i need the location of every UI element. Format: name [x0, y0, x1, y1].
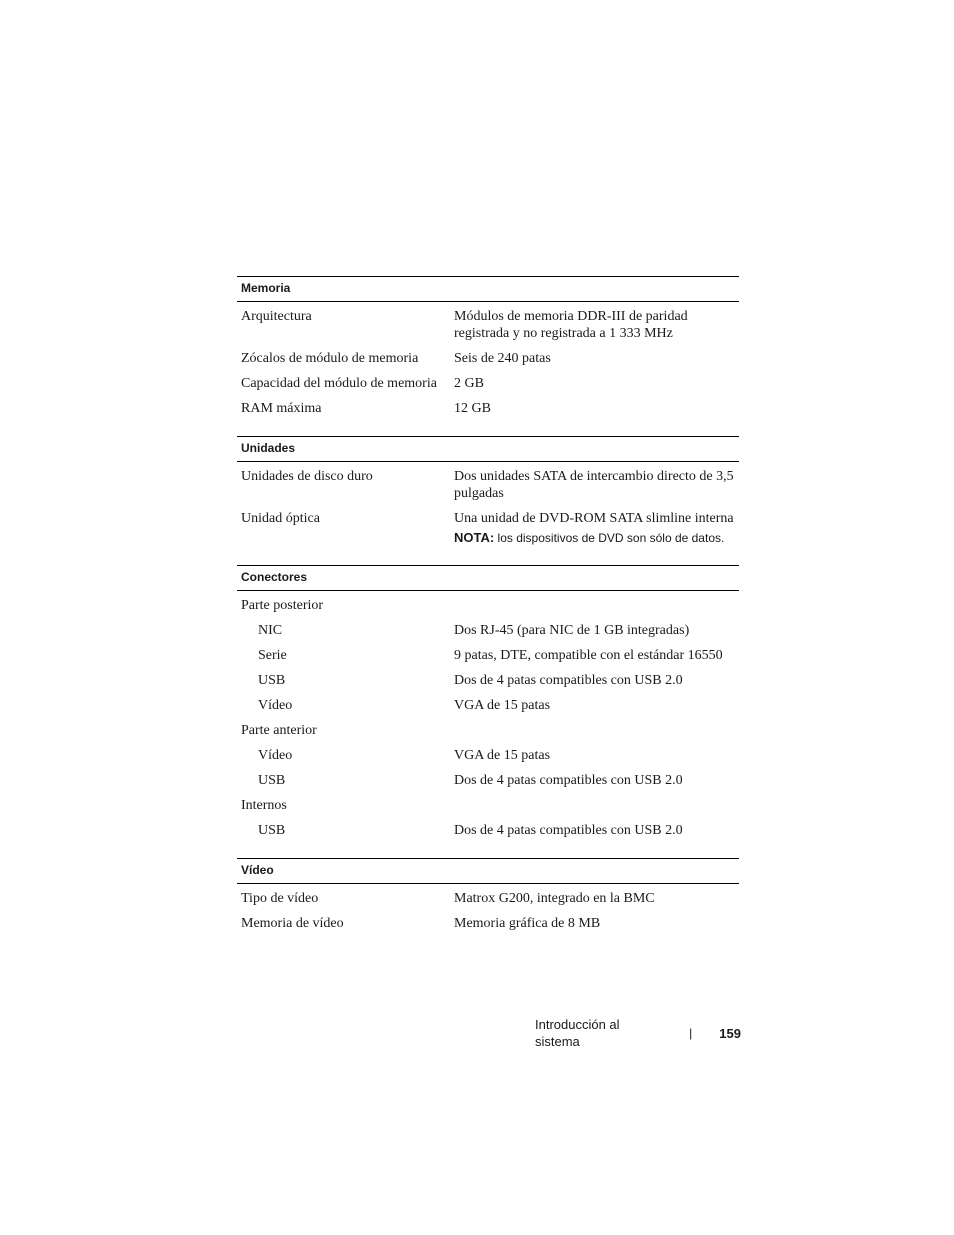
section-conectores	[237, 565, 739, 849]
spec-row	[237, 743, 739, 768]
spec-label: Arquitectura	[241, 309, 312, 324]
spec-label: Vídeo	[258, 698, 293, 713]
note-tag: NOTA:	[454, 530, 495, 545]
footer-separator: |	[689, 1025, 693, 1040]
spec-value: Módulos de memoria DDR-III de paridad registrada y no registrada a 1 333 MHz	[454, 309, 688, 341]
page-number: 159	[719, 1025, 741, 1041]
spec-row	[237, 618, 739, 643]
spec-group-row	[237, 593, 739, 618]
spec-label: Serie	[258, 648, 287, 663]
spec-label: NIC	[258, 623, 283, 638]
spec-group-label: Internos	[241, 798, 287, 813]
spec-row	[237, 768, 739, 793]
section-title: Memoria	[237, 276, 739, 302]
section-title: Unidades	[237, 436, 739, 462]
spec-value	[450, 506, 739, 550]
spec-label: Unidad óptica	[241, 511, 320, 526]
spec-row	[237, 464, 739, 506]
spec-label: USB	[258, 773, 286, 788]
spec-row	[237, 304, 739, 346]
spec-row	[237, 643, 739, 668]
spec-row	[237, 818, 739, 843]
spec-row	[237, 886, 739, 911]
spec-label: Vídeo	[258, 748, 293, 763]
spec-group-label: Parte anterior	[241, 723, 317, 738]
spec-row	[237, 371, 739, 396]
spec-value-text: Una unidad de DVD-ROM SATA slimline interna	[454, 511, 734, 526]
spec-value: Dos unidades SATA de intercambio directo de 3,5 pulgadas	[454, 469, 734, 501]
spec-row	[237, 346, 739, 371]
section-title: Vídeo	[237, 858, 739, 884]
note	[454, 530, 739, 546]
spec-value: Dos de 4 patas compatibles con USB 2.0	[454, 773, 683, 788]
section-memoria	[237, 276, 739, 427]
spec-group-row	[237, 793, 739, 818]
spec-value: Dos RJ-45 (para NIC de 1 GB integradas)	[454, 623, 690, 638]
footer-section-title: Introducción al sistema	[535, 1017, 620, 1049]
spec-value: Matrox G200, integrado en la BMC	[454, 891, 655, 906]
section-unidades	[237, 436, 739, 556]
spec-label: USB	[258, 823, 286, 838]
spec-value: Seis de 240 patas	[454, 351, 551, 366]
spec-row	[237, 506, 739, 550]
spec-row	[237, 693, 739, 718]
spec-label: Capacidad del módulo de memoria	[241, 376, 437, 391]
spec-value: VGA de 15 patas	[454, 698, 551, 713]
spec-row	[237, 668, 739, 693]
spec-value: 9 patas, DTE, compatible con el estándar 16550	[454, 648, 723, 663]
spec-value: 2 GB	[454, 376, 484, 391]
spec-group-row	[237, 718, 739, 743]
section-video	[237, 858, 739, 942]
note-text: los dispositivos de DVD son sólo de datos.	[494, 531, 725, 545]
spec-label: Tipo de vídeo	[241, 891, 319, 906]
spec-value: 12 GB	[454, 401, 491, 416]
spec-label: RAM máxima	[241, 401, 322, 416]
spec-table	[237, 276, 739, 951]
section-title: Conectores	[237, 565, 739, 591]
page-footer	[535, 1016, 741, 1050]
spec-label: USB	[258, 673, 286, 688]
spec-row	[237, 911, 739, 936]
spec-value: Memoria gráfica de 8 MB	[454, 916, 601, 931]
spec-label: Memoria de vídeo	[241, 916, 344, 931]
spec-group-label: Parte posterior	[241, 598, 324, 613]
spec-row	[237, 396, 739, 421]
spec-label: Unidades de disco duro	[241, 469, 373, 484]
spec-label: Zócalos de módulo de memoria	[241, 351, 419, 366]
spec-value: Dos de 4 patas compatibles con USB 2.0	[454, 673, 683, 688]
spec-value: Dos de 4 patas compatibles con USB 2.0	[454, 823, 683, 838]
spec-value: VGA de 15 patas	[454, 748, 551, 763]
